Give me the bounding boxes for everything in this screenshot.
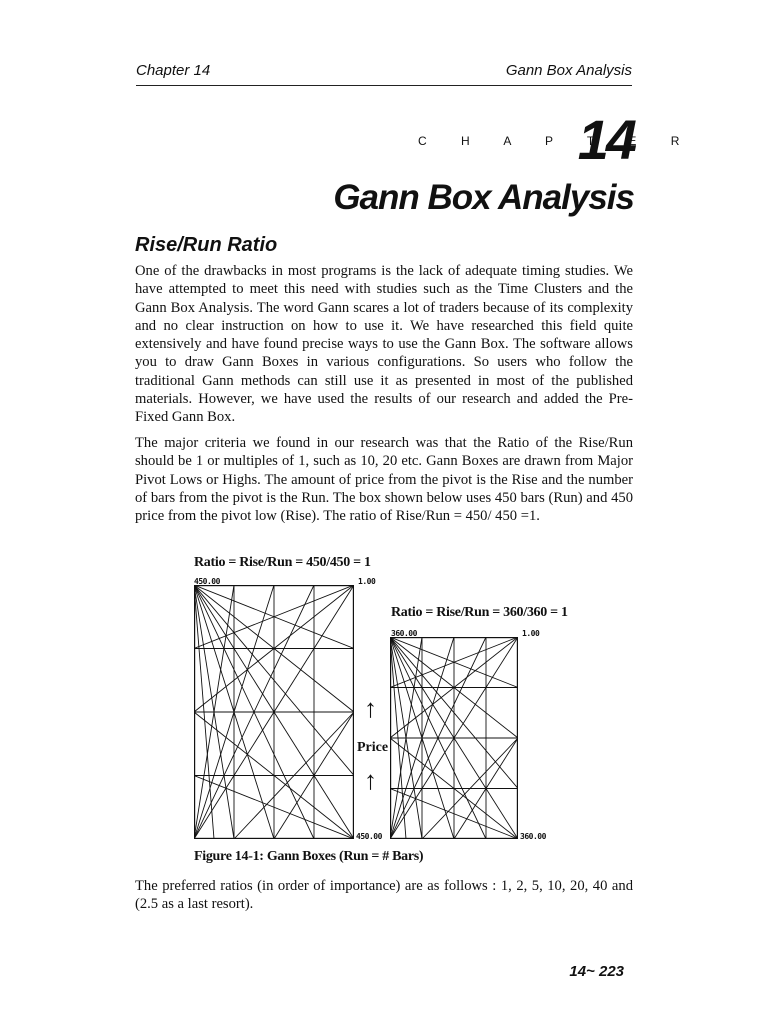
running-header-chapter: Chapter 14 <box>136 62 211 79</box>
section-heading: Rise/Run Ratio <box>135 234 278 256</box>
right-box-top-right-value: 1.00 <box>522 629 540 638</box>
figure-left-label: Ratio = Rise/Run = 450/450 = 1 <box>194 555 371 570</box>
running-header-title: Gann Box Analysis <box>505 62 632 79</box>
price-axis-label: Price <box>357 740 389 755</box>
price-up-arrow-icon: ↑ <box>364 694 377 723</box>
gann-box-left <box>194 585 354 839</box>
chapter-title: Gann Box Analysis <box>333 178 634 217</box>
left-box-top-right-value: 1.00 <box>358 577 376 586</box>
figure-caption: Figure 14-1: Gann Boxes (Run = # Bars) <box>194 849 424 864</box>
left-box-top-left-value: 450.00 <box>194 577 220 586</box>
right-box-bottom-right-value: 360.00 <box>520 832 546 841</box>
left-box-bottom-right-value: 450.00 <box>356 832 382 841</box>
body-paragraph: One of the drawbacks in most programs is the lack of adequate timing studies. We have attempted to meet this need with studies such as the Time Clusters and the Gann Box Analysis. The word Gann scares a lot of traders because of its complexity and no clear instruction on how to use it. We have researched this field quite extensively and have found precise ways to use the Gann Box. The software allows you to draw Gann Boxes in various configurations. So users who follow the traditional Gann methods can still use it as presented in most of the published materials. However, we have used the results of our research and added the Pre-Fixed Gann Box. <box>135 263 633 426</box>
gann-box-right <box>390 637 518 839</box>
header-rule <box>136 85 632 86</box>
chapter-label: C H A P T E R <box>418 134 695 148</box>
body-paragraph: The major criteria we found in our research was that the Ratio of the Rise/Run should be 1 or multiples of 1, such as 10, 20 etc. Gann Boxes are drawn from Major Pivot Lows or Highs. The amount of price from the pivot is the Rise and the number of bars from the pivot is the Run. The box shown below uses 450 bars (Run) and 450 price from the pivot low (Rise). The ratio of Rise/Run = 450/ 450 =1. <box>135 435 633 525</box>
chapter-number: 14 <box>577 108 634 171</box>
page-number: 14~ 223 <box>569 963 624 980</box>
right-box-top-left-value: 360.00 <box>391 629 417 638</box>
figure-right-label: Ratio = Rise/Run = 360/360 = 1 <box>391 605 568 620</box>
body-paragraph: The preferred ratios (in order of importance) are as follows : 1, 2, 5, 10, 20, 40 and (2.5 as a last resort). <box>135 878 633 913</box>
price-up-arrow-icon: ↑ <box>364 766 377 795</box>
